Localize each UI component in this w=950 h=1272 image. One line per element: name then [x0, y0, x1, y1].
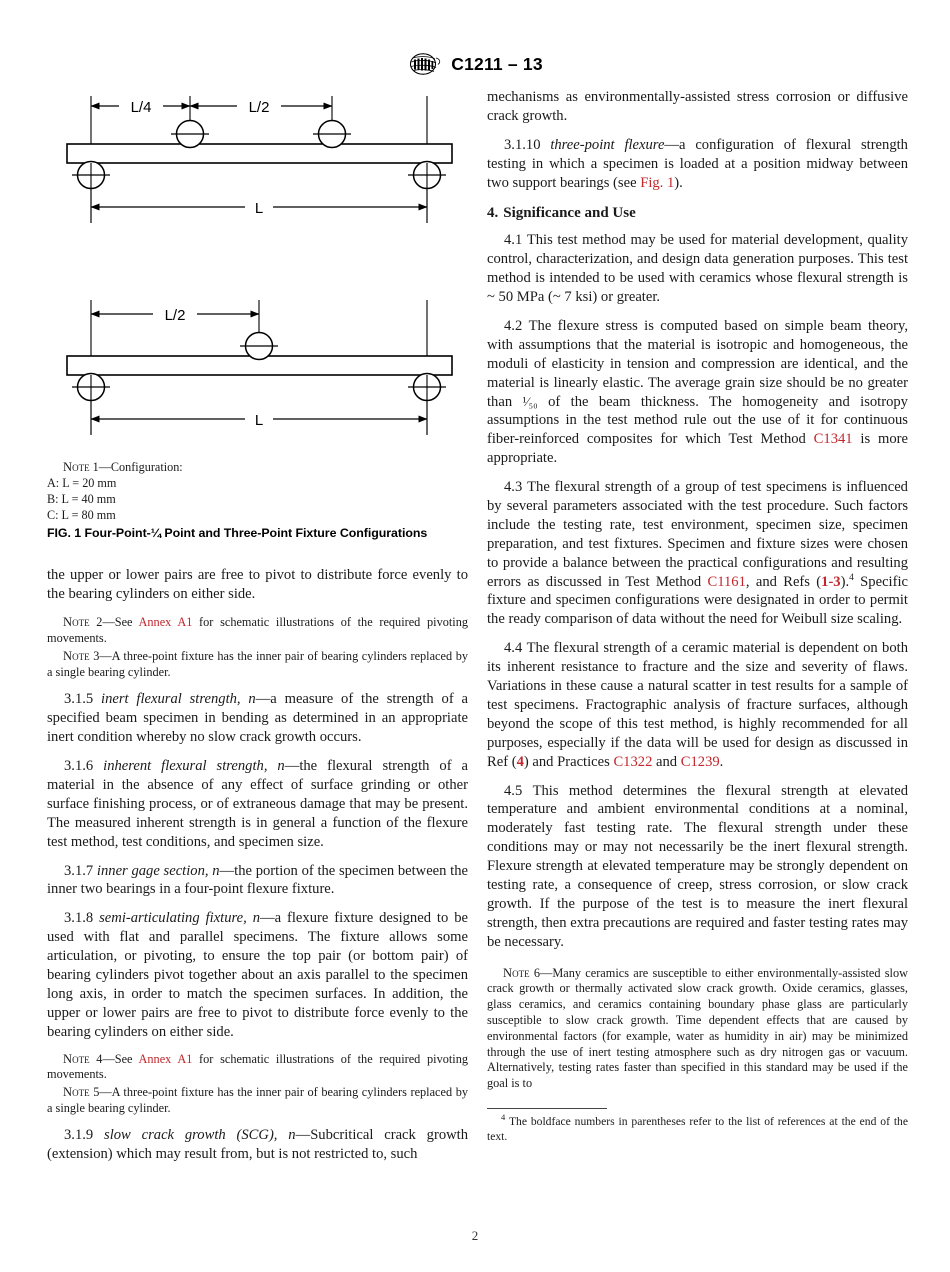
note-5	[47, 1084, 468, 1117]
clause-number: 4.4	[504, 640, 523, 657]
paragraph-3-1-5	[47, 690, 468, 747]
right-column	[487, 88, 908, 1144]
note-4-number: 4	[96, 1051, 103, 1066]
standard-designation: C1211 – 13	[451, 53, 543, 74]
clause-number: 4.1	[504, 232, 523, 249]
clause-number: 4.3	[504, 479, 523, 496]
svg-text:L/4: L/4	[130, 99, 152, 116]
note-4-pre: —See	[102, 1051, 139, 1066]
clause-text-b: ) and Practices	[523, 753, 614, 770]
footnote-marker-4: 4	[849, 572, 854, 583]
footnote-separator-rule	[487, 1108, 607, 1109]
link-c1161[interactable]: C1161	[707, 573, 746, 590]
defined-term: inherent flexural strength, n	[103, 758, 285, 775]
figure-note-1	[47, 459, 468, 476]
footnote-area	[487, 1108, 908, 1144]
fixture-configuration-diagrams	[47, 88, 468, 448]
note-4-post: for schematic illustrations of the required pivoting movements.	[47, 1051, 468, 1082]
note-5-number: 5	[93, 1085, 100, 1100]
clause-number: 3.1.8	[64, 910, 94, 927]
clause-number: 3.1.6	[64, 758, 94, 775]
paragraph-4-5	[487, 782, 908, 952]
note-5-text: —A three-point fixture has the inner pair of bearing cylinders replaced by a single bearing cylinder.	[47, 1085, 468, 1115]
footnote-text: The boldface numbers in parentheses refer to the list of references at the end of the text.	[487, 1114, 908, 1143]
note-label: Note	[63, 1085, 90, 1100]
note-3-text: —A three-point fixture has the inner pair of bearing cylinders replaced by a single bearing cylinder.	[47, 648, 468, 679]
link-fig-1[interactable]: Fig. 1	[640, 174, 675, 191]
clause-text-c: and	[652, 753, 681, 770]
svg-text:L: L	[254, 200, 264, 217]
link-annex-a1[interactable]: Annex A1	[138, 1051, 193, 1066]
notes-2-3-group	[47, 614, 468, 680]
link-c1322[interactable]: C1322	[613, 753, 653, 770]
notes-4-5-group	[47, 1051, 468, 1117]
paragraph-4-2	[487, 317, 908, 468]
note-6-number: 6	[533, 965, 541, 980]
fraction-one-fiftieth: ¹⁄₅₀	[522, 393, 538, 409]
paragraph-4-3	[487, 478, 908, 629]
three-point-fixture-drawing	[67, 300, 452, 435]
defined-term: three-point flexure	[550, 136, 665, 153]
figure-config-c: C: L = 80 mm	[47, 507, 116, 522]
clause-text: —Subcritical crack growth (extension) which may result from, but is not restricted to, such	[47, 1126, 469, 1162]
note-label: Note	[63, 460, 90, 474]
clause-text-b: of the beam thickness. The homogeneity and isotropy assumptions in the test method rule out the use of it for continuous fiber-reinforced composites for which Test Method	[487, 393, 908, 448]
figure-note-number: 1	[92, 460, 99, 474]
defined-term: inner gage section, n	[96, 862, 220, 879]
note-6-group	[487, 965, 908, 1092]
defined-term: inert flexural strength, n	[101, 691, 256, 708]
note-label: Note	[63, 615, 90, 630]
paragraph-3-1-6	[47, 757, 468, 851]
paragraph-continued-mechanisms: mechanisms as environmentally-assisted stress corrosion or diffusive crack growth.	[487, 89, 908, 124]
clause-text: —the flexural strength of a material in the absence of any effect of surface grinding or other surface finishing process, or of extraneous damage that may be present. The measured inherent strength is in general a function of the flexure test method, test conditions, and specimen size.	[47, 758, 468, 850]
clause-number: 3.1.5	[64, 691, 94, 708]
note-2	[47, 614, 468, 647]
defined-term: slow crack growth (SCG), n	[104, 1126, 296, 1143]
clause-text-d: Specific fixture and specimen configurations were designated in order to permit the ready comparison of data without the need for Weibull size scaling.	[487, 573, 908, 628]
astm-logo-icon	[407, 51, 441, 77]
link-annex-a1[interactable]: Annex A1	[138, 615, 193, 630]
clause-text-pre: —a configuration of flexural strength testing in which a specimen is loaded at a position midway between two support bearings (see	[487, 136, 908, 191]
note-label: Note	[503, 965, 530, 980]
paragraph-3-1-9	[47, 1126, 468, 1164]
left-column	[47, 88, 468, 1164]
section-number: 4.	[487, 205, 499, 222]
note-2-pre: —See	[102, 615, 139, 630]
note-2-post: for schematic illustrations of the required pivoting movements.	[47, 615, 468, 646]
clause-text: This method determines the flexural strength at elevated temperature and ambient environmental conditions at a nominal, moderately fast testing rate. The flexural strength under these conditions may or may not necessarily be the inert flexural strength. Flexure strength at elevated temperature may be strongly dependent on testing rate, a consequence of creep, stress corrosion, or slow crack growth. If the purpose of the test is to measure the inert flexural strength, then extra precautions are required and faster testing rates may be necessary.	[487, 782, 908, 950]
clause-text: —a flexure fixture designed to be used with flat and parallel specimens. The fixture allows some articulation, or pivoting, to ensure the top pair (or bottom pair) of bearing cylinders pivot together about an axis parallel to the specimen long axis, in order to match the specimen surfaces. In addition, the upper or lower pairs are free to pivot to distribute force evenly to the bearing cylinders on either side.	[47, 910, 468, 1040]
note-4	[47, 1051, 468, 1084]
figure-1-drawings	[47, 88, 468, 453]
clause-text: —a measure of the strength of a specified beam specimen in bending as determined in an appropriate inert condition whereby no slow crack growth occurs.	[47, 691, 468, 746]
clause-number: 3.1.7	[64, 862, 94, 879]
clause-number: 3.1.10	[504, 136, 541, 153]
section-heading-4	[487, 205, 908, 222]
clause-text-post: ).	[674, 174, 683, 191]
clause-text: This test method may be used for material development, quality control, characterization, and design data generation purposes. This test method is intended to be used with ceramics whose flexural strength is ~ 50 MPa (~ 7 ksi) or greater.	[487, 232, 908, 306]
paragraph-3-1-10	[487, 136, 908, 193]
clause-text-a: The flexural strength of a group of test specimens is influenced by several parameters associated with the test procedure. Such factors include the testing rate, test environment, specimen size, specimen preparation, and test fixtures. Specimen and fixture sizes were chosen to provide a balance between the practical configurations and resulting errors as discussed in Test Method	[487, 479, 908, 590]
clause-number: 4.5	[504, 782, 523, 799]
clause-text-c: is more appropriate.	[487, 431, 908, 467]
note-label: Note	[63, 1051, 90, 1066]
paragraph-4-4	[487, 639, 908, 771]
svg-text:L: L	[254, 412, 264, 429]
link-c1341[interactable]: C1341	[813, 431, 853, 448]
paragraph-continued-pivot: the upper or lower pairs are free to pivot to distribute force evenly to the bearing cylinders on either side.	[47, 567, 468, 603]
clause-text-b: , and Refs (	[745, 573, 822, 590]
clause-text: —the portion of the specimen between the inner two bearings in a four-point flexure fixture.	[47, 862, 469, 898]
note-2-number: 2	[96, 615, 103, 630]
note-6-text: —Many ceramics are susceptible to either environmentally-assisted slow crack growth or thermally activated slow crack growth. Oxide ceramics, glasses, glass ceramics, and ceramics containing boundary phase glass are particularly susceptible to slow crack growth. Time dependent effects that are caused by environmental factors (for example, water as humidity in air) may be minimized through the use of inert testing atmosphere such as dry nitrogen gas or vacuum. Alternatively, testing rates faster than specified in this standard may be used if the goal is to	[487, 965, 909, 1091]
figure-1-caption: FIG. 1 Four-Point-¼ Point and Three-Point Fixture Configurations	[47, 526, 428, 541]
note-3-number: 3	[93, 648, 100, 663]
clause-text-a: The flexural strength of a ceramic material is dependent on both its inherent resistance to fracture and the size and severity of flaws. Variations in these cause a natural scatter in test results for a sample of test specimens. Fractographic analysis of fracture surfaces, although beyond the scope of this test method, is highly recommended for all purposes, especially if the data will be used for design as discussed in Ref (	[487, 640, 908, 770]
clause-number: 4.2	[504, 318, 523, 335]
link-refs-1-3[interactable]: 1-3	[821, 573, 841, 590]
defined-term: semi-articulating fixture, n	[99, 910, 261, 927]
svg-text:L/2: L/2	[164, 307, 186, 324]
figure-1	[47, 88, 468, 540]
section-title: Significance and Use	[503, 205, 636, 222]
note-3	[47, 648, 468, 681]
figure-config-a: A: L = 20 mm	[47, 475, 117, 490]
paragraph-4-1	[487, 231, 908, 307]
link-ref-4[interactable]: 4	[516, 753, 524, 770]
footnote-4	[487, 1114, 908, 1144]
clause-text-a: The flexure stress is computed based on simple beam theory, with assumptions that the material is isotropic and homogeneous, the moduli of elasticity in tension and compression are identical, and the material is linearly elastic. The average grain size should be no greater than	[487, 318, 908, 410]
clause-number: 3.1.9	[64, 1126, 94, 1143]
figure-note-text: —Configuration:	[98, 460, 183, 474]
figure-1-notes	[47, 459, 468, 523]
page-header	[0, 44, 950, 84]
four-point-fixture-drawing	[67, 96, 452, 223]
figure-config-b: B: L = 40 mm	[47, 491, 116, 506]
page-number: 2	[471, 1228, 479, 1243]
footnote-marker: 4	[501, 1112, 506, 1123]
clause-text-c: ).	[840, 573, 850, 590]
clause-text-d: .	[719, 753, 724, 770]
paragraph-3-1-8	[47, 909, 468, 1041]
note-label: Note	[63, 648, 90, 663]
paragraph-3-1-7	[47, 862, 468, 900]
svg-text:L/2: L/2	[248, 99, 270, 116]
link-c1239[interactable]: C1239	[680, 753, 720, 770]
note-6	[487, 965, 908, 1092]
